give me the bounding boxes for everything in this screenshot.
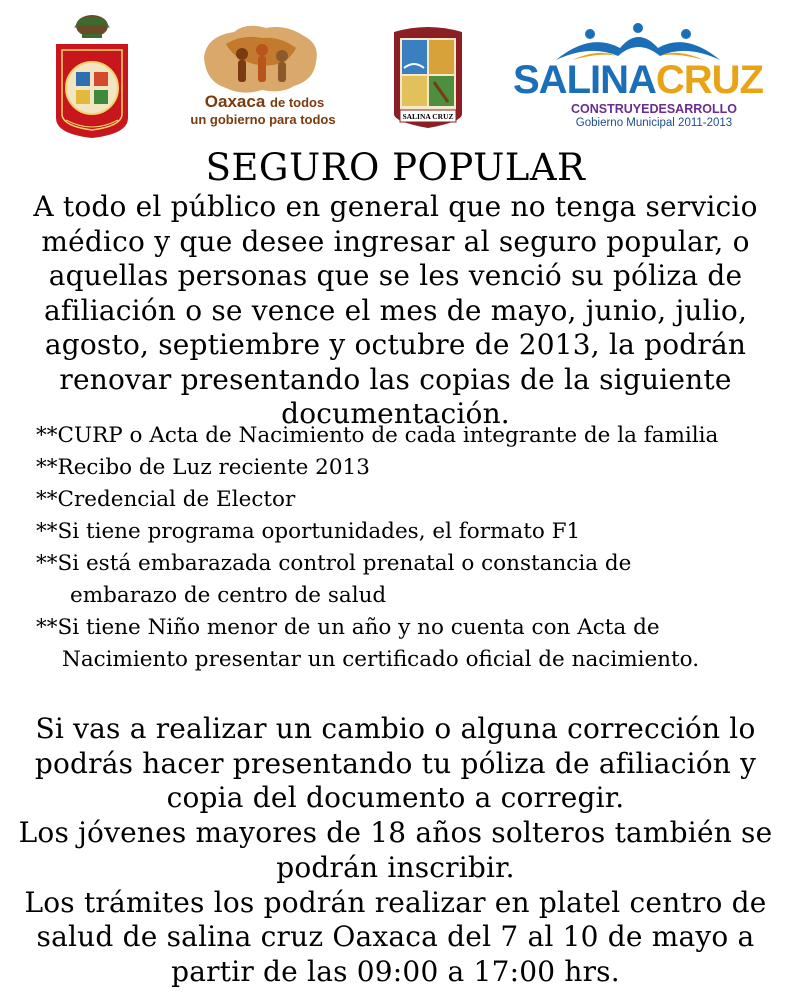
- closing-line: salud de salina cruz Oaxaca del 7 al 10 de mayo a: [36, 920, 755, 954]
- list-item: **Recibo de Luz reciente 2013: [36, 455, 370, 480]
- list-item: **Si tiene programa oportunidades, el formato F1: [36, 519, 581, 544]
- intro-line: renovar presentando las copias de la siguiente: [59, 362, 732, 396]
- closing-line: partir de las 09:00 a 17:00 hrs.: [171, 954, 620, 988]
- intro-line: afiliación o se vence el mes de mayo, junio, julio,: [43, 293, 748, 327]
- coat-of-arms-caption: SALINA CRUZ: [402, 112, 454, 121]
- intro-line: aquellas personas que se les venció su póliza de: [48, 259, 743, 292]
- list-item: **Credencial de Elector: [36, 487, 296, 512]
- requirements-list: [36, 420, 776, 676]
- salina-cruz-municipal-logo: [512, 22, 764, 134]
- intro-paragraph: [18, 190, 773, 432]
- intro-line: documentación.: [281, 397, 510, 430]
- intro-line: agosto, septiembre y octubre de 2013, la podrán: [44, 328, 747, 361]
- closing-paragraph: [10, 712, 781, 990]
- closing-line: copia del documento a corregir.: [166, 781, 625, 815]
- page-title: SEGURO POPULAR: [205, 146, 586, 189]
- oaxaca-de-todos-logo: [186, 18, 336, 136]
- closing-line: Si vas a realizar un cambio o alguna corrección lo: [35, 712, 756, 745]
- salina-cruz-coat-of-arms-logo: [390, 22, 466, 130]
- list-item: **Si está embarazada control prenatal o constancia de embarazo de centro de salud: [36, 548, 776, 612]
- list-item-continuation: Nacimiento presentar un certificado oficial de nacimiento.: [62, 647, 700, 672]
- logo-row: [0, 0, 791, 148]
- oaxaca-logo-tagline: un gobierno para todos: [190, 112, 336, 127]
- salina-cruz-slogan: CONSTRUYEDESARROLLO: [571, 102, 737, 116]
- list-item-continuation: embarazo de centro de salud: [70, 583, 387, 608]
- salina-cruz-government-period: Gobierno Municipal 2011-2013: [575, 117, 733, 129]
- closing-line: podrán inscribir.: [276, 850, 515, 884]
- intro-line: médico y que desee ingresar al seguro popular, o: [41, 224, 750, 258]
- list-item: **CURP o Acta de Nacimiento de cada integrante de la familia: [36, 423, 719, 448]
- closing-line: podrás hacer presentando tu póliza de afiliación y: [34, 746, 757, 780]
- oaxaca-logo-text: Oaxaca de todos: [204, 92, 325, 111]
- list-item: **Si tiene Niño menor de un año y no cuenta con Acta de Nacimiento presentar un certificado oficial de nacimiento.: [36, 612, 776, 676]
- intro-line: A todo el público en general que no tenga servicio: [33, 190, 758, 223]
- closing-line: Los jóvenes mayores de 18 años solteros también se: [18, 816, 773, 850]
- salina-cruz-wordmark: SALINACRUZ: [513, 58, 763, 102]
- oaxaca-state-seal-logo: [52, 10, 132, 140]
- closing-line: Los trámites los podrán realizar en platel centro de: [24, 885, 767, 919]
